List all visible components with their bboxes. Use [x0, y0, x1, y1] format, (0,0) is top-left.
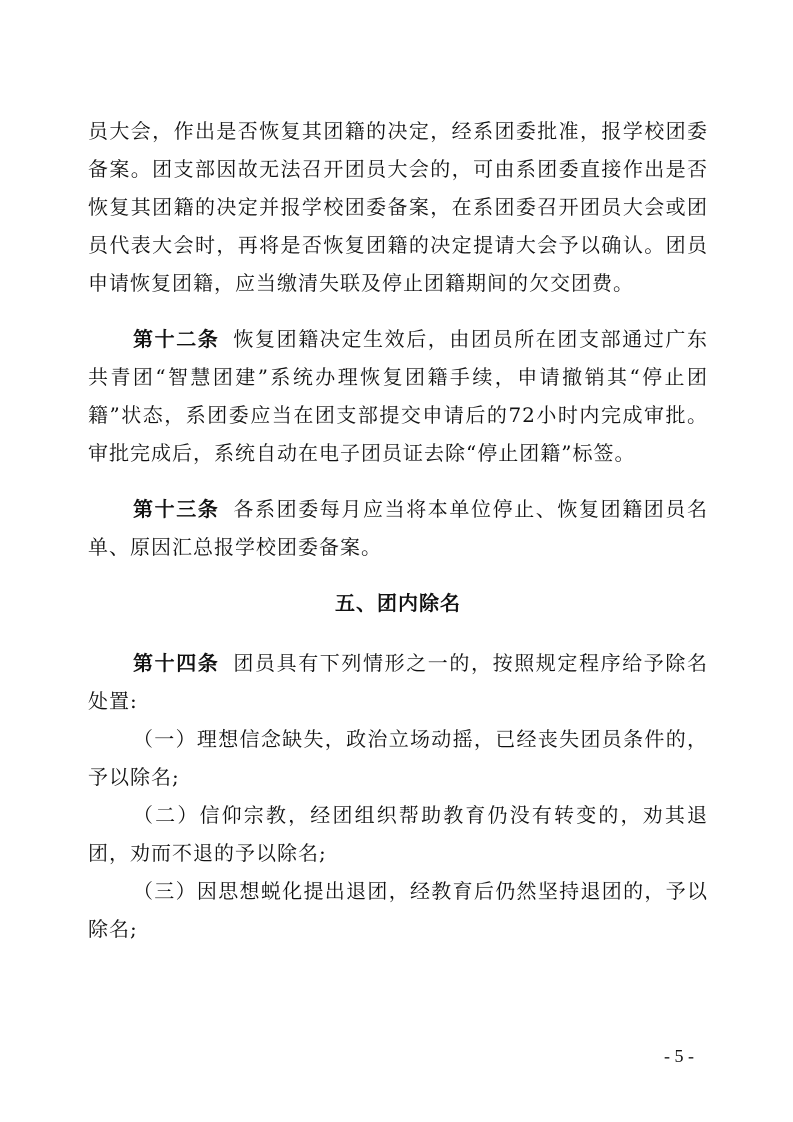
list-item: （一）理想信念缺失，政治立场动摇，已经丧失团员条件的，予以除名;	[88, 727, 708, 789]
continuation-paragraph: 员大会，作出是否恢复其团籍的决定，经系团委批准，报学校团委备案。团支部因故无法召开团员大会的，可由系团委直接作出是否恢复其团籍的决定并报学校团委备案，在系团委召开团员大会或团员代表大会时，再将是否恢复团籍的决定提请大会予以确认。团员申请恢复团籍，应当缴清失联及停止团籍期间的欠交团费。	[88, 119, 708, 295]
list-item: （二）信仰宗教，经团组织帮助教育仍没有转变的，劝其退团，劝而不退的予以除名;	[88, 803, 708, 865]
article-13	[88, 490, 708, 566]
page-number: - 5 -	[664, 1046, 694, 1066]
article-14	[88, 644, 708, 720]
article-14-text: 团员具有下列情形之一的，按照规定程序给予除名处置:	[88, 651, 709, 713]
article-13-text: 各系团委每月应当将本单位停止、恢复团籍团员名单、原因汇总报学校团委备案。	[88, 497, 709, 559]
document-body	[88, 112, 708, 948]
article-12	[88, 320, 708, 472]
article-12-label: 第十二条	[133, 327, 220, 351]
paragraph-gap	[88, 472, 708, 490]
list-item: （三）因思想蜕化提出退团，经教育后仍然坚持退团的，予以除名;	[88, 879, 708, 941]
article-13-label: 第十三条	[133, 497, 220, 521]
article-14-label: 第十四条	[133, 651, 220, 675]
paragraph-gap	[88, 302, 708, 320]
section-heading: 五、团内除名	[335, 591, 461, 615]
article-12-text: 恢复团籍决定生效后，由团员所在团支部通过广东共青团“智慧团建”系统办理恢复团籍手续，申请撤销其“停止团籍”状态，系团委应当在团支部提交申请后的72小时内完成审批。审批完成后，系统自动在电子团员证去除“停止团籍”标签。	[88, 327, 709, 465]
